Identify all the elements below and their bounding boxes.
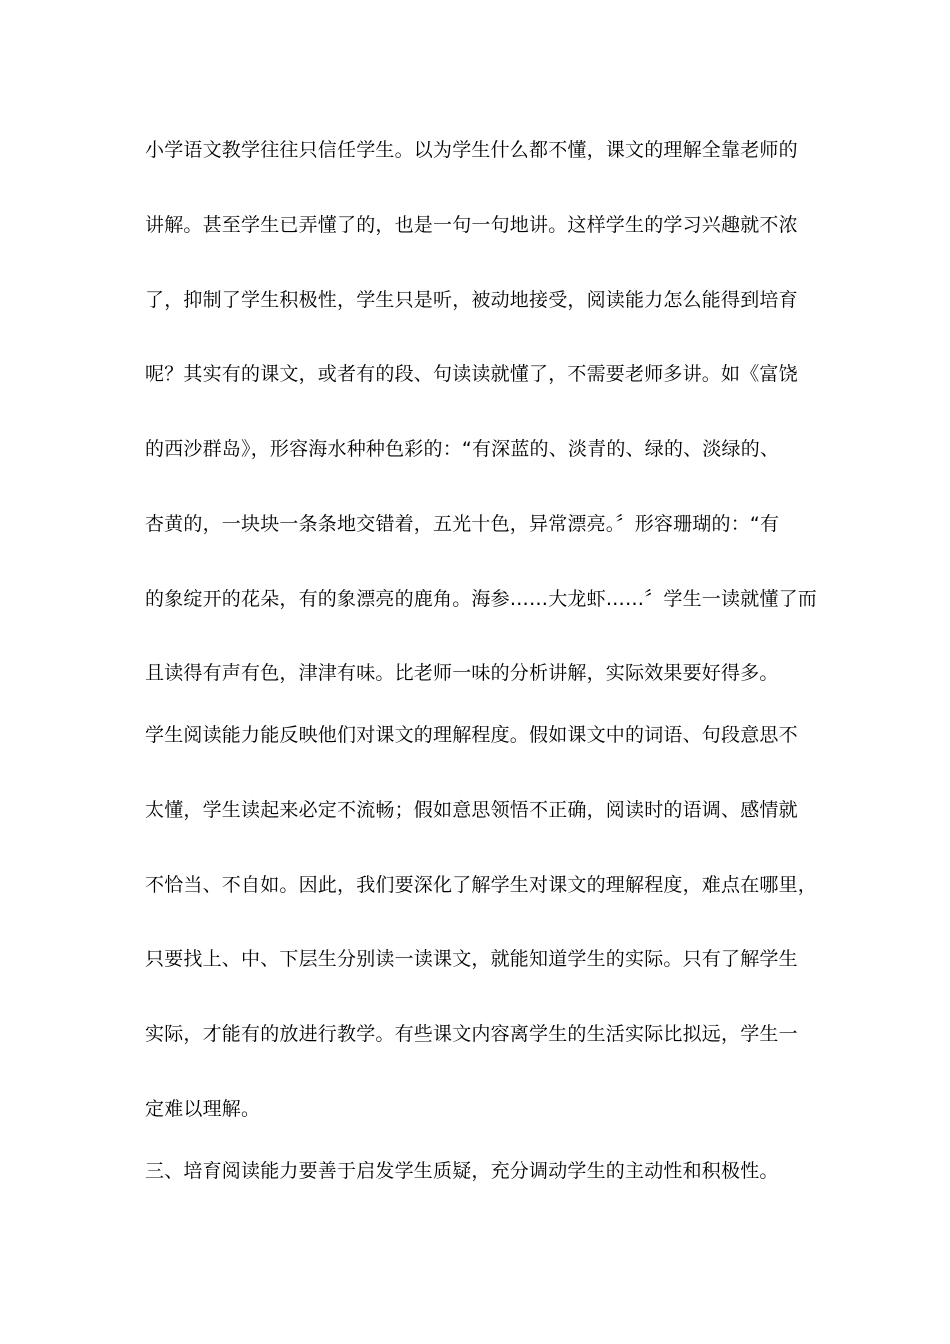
text-line: 三、培育阅读能力要善于启发学生质疑，充分调动学生的主动性和积极性。 xyxy=(145,1160,779,1182)
text-line: 的西沙群岛》，形容海水种种色彩的：“有深蓝的、淡青的、绿的、淡绿的、 xyxy=(145,438,780,460)
text-line: 且读得有声有色，津津有味。比老师一味的分析讲解，实际效果要好得多。 xyxy=(145,662,779,684)
text-line: 了，抑制了学生积极性，学生只是听，被动地接受，阅读能力怎么能得到培育 xyxy=(145,289,798,311)
text-line: 小学语文教学往往只信任学生。以为学生什么都不懂，课文的理解全靠老师的 xyxy=(145,139,798,161)
text-line: 讲解。甚至学生已弄懂了的，也是一句一句地讲。这样学生的学习兴趣就不浓 xyxy=(145,214,798,236)
text-line: 只要找上、中、下层生分别读一读课文，就能知道学生的实际。只有了解学生 xyxy=(145,948,798,970)
text-line: 定难以理解。 xyxy=(145,1098,261,1120)
text-line: 太懂，学生读起来必定不流畅；假如意思领悟不正确，阅读时的语调、感情就 xyxy=(145,799,798,821)
text-line: 的象绽开的花朵，有的象漂亮的鹿角。海参……大龙虾……〞学生一读就懂了而 xyxy=(145,588,818,610)
text-line: 不恰当、不自如。因此，我们要深化了解学生对课文的理解程度，难点在哪里， xyxy=(145,874,818,896)
text-line: 实际，才能有的放进行教学。有些课文内容离学生的生活实际比拟远，学生一 xyxy=(145,1023,798,1045)
text-line: 杏黄的，一块块一条条地交错着，五光十色，异常漂亮。〞形容珊瑚的：“有 xyxy=(145,513,780,535)
text-line: 呢？其实有的课文，或者有的段、句读读就懂了，不需要老师多讲。如《富饶 xyxy=(145,363,798,385)
text-line: 学生阅读能力能反映他们对课文的理解程度。假如课文中的词语、句段意思不 xyxy=(145,724,798,746)
